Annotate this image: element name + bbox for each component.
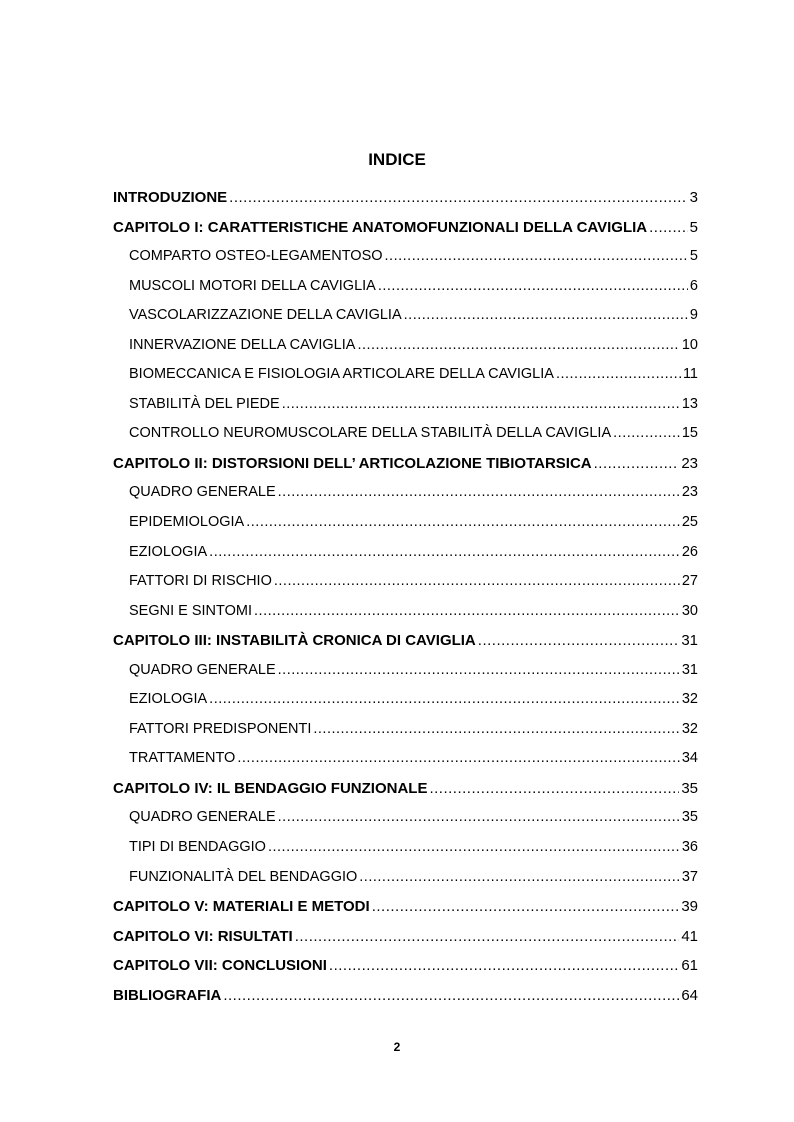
toc-entry-capitolo-7[interactable]: [113, 951, 698, 981]
toc-entry-epidemiologia[interactable]: [113, 508, 698, 538]
toc-entry-introduzione[interactable]: [113, 183, 698, 213]
toc-entry-page: 35: [681, 779, 698, 797]
toc-entry-page: 23: [681, 454, 698, 472]
toc-entry-label: BIOMECCANICA E FISIOLOGIA ARTICOLARE DELLA CAVIGLIA: [129, 366, 554, 383]
toc-entry-label: CONTROLLO NEUROMUSCOLARE DELLA STABILITÀ DELLA CAVIGLIA: [129, 425, 612, 442]
toc-entry-label: STABILITÀ DEL PIEDE: [129, 395, 280, 412]
toc-entry-label: EZIOLOGIA: [129, 543, 208, 560]
toc-entry-page: 64: [681, 986, 698, 1004]
dot-leader: [223, 981, 679, 1011]
toc-entry-label: EPIDEMIOLOGIA: [129, 514, 245, 531]
dot-leader: [359, 863, 680, 893]
toc-entry-page: 26: [681, 543, 698, 560]
toc-entry-page: 27: [681, 573, 698, 590]
toc-entry-controllo-neuromuscolare[interactable]: [113, 419, 698, 449]
toc-entry-fattori-di-rischio[interactable]: [113, 567, 698, 597]
toc-entry-capitolo-6[interactable]: [113, 922, 698, 952]
toc-entry-page: 37: [681, 868, 698, 885]
toc-entry-page: 31: [681, 632, 698, 650]
toc-entry-capitolo-1[interactable]: [113, 213, 698, 243]
dot-leader: [594, 449, 680, 479]
toc-entry-page: 36: [681, 839, 698, 856]
table-of-contents: [113, 183, 698, 1010]
toc-entry-page: 41: [681, 927, 698, 945]
toc-entry-page: 11: [682, 366, 698, 383]
toc-entry-label: CAPITOLO I: CARATTERISTICHE ANATOMOFUNZIONALI DELLA CAVIGLIA: [113, 218, 648, 236]
toc-entry-page: 32: [681, 720, 698, 737]
toc-entry-label: CAPITOLO II: DISTORSIONI DELL’ ARTICOLAZIONE TIBIOTARSICA: [113, 454, 592, 472]
toc-entry-page: 31: [681, 661, 698, 678]
toc-entry-vascolarizzazione[interactable]: [113, 301, 698, 331]
toc-entry-page: 35: [681, 809, 698, 826]
toc-entry-label: QUADRO GENERALE: [129, 809, 276, 826]
toc-entry-capitolo-5[interactable]: [113, 892, 698, 922]
toc-entry-label: CAPITOLO IV: IL BENDAGGIO FUNZIONALE: [113, 779, 428, 797]
toc-entry-label: CAPITOLO V: MATERIALI E METODI: [113, 898, 370, 916]
toc-entry-trattamento[interactable]: [113, 744, 698, 774]
toc-entry-label: QUADRO GENERALE: [129, 661, 276, 678]
toc-entry-page: 32: [681, 691, 698, 708]
dot-leader: [357, 331, 679, 361]
dot-leader: [613, 419, 680, 449]
toc-entry-capitolo-2[interactable]: [113, 449, 698, 479]
toc-entry-quadro-generale[interactable]: [113, 803, 698, 833]
toc-entry-label: COMPARTO OSTEO-LEGAMENTOSO: [129, 248, 383, 265]
dot-leader: [254, 597, 680, 627]
dot-leader: [209, 538, 680, 568]
toc-entry-fattori-predisponenti[interactable]: [113, 715, 698, 745]
toc-entry-innervazione[interactable]: [113, 331, 698, 361]
toc-entry-muscoli-motori[interactable]: [113, 272, 698, 302]
page-title: INDICE: [368, 150, 426, 169]
dot-leader: [209, 685, 680, 715]
toc-entry-bibliografia[interactable]: [113, 981, 698, 1011]
dot-leader: [278, 656, 680, 686]
dot-leader: [268, 833, 680, 863]
dot-leader: [278, 478, 680, 508]
toc-entry-capitolo-3[interactable]: [113, 626, 698, 656]
toc-entry-page: 25: [681, 514, 698, 531]
dot-leader: [649, 213, 688, 243]
toc-entry-label: QUADRO GENERALE: [129, 484, 276, 501]
page-number: 2: [393, 1040, 401, 1054]
toc-entry-page: 10: [681, 336, 698, 353]
toc-entry-page: 23: [681, 484, 698, 501]
toc-entry-eziologia[interactable]: [113, 685, 698, 715]
dot-leader: [313, 715, 680, 745]
toc-entry-label: TRATTAMENTO: [129, 750, 236, 767]
toc-entry-label: CAPITOLO VII: CONCLUSIONI: [113, 957, 327, 975]
dot-leader: [385, 242, 688, 272]
toc-entry-label: FUNZIONALITÀ DEL BENDAGGIO: [129, 868, 358, 885]
toc-entry-label: CAPITOLO III: INSTABILITÀ CRONICA DI CAVIGLIA: [113, 632, 476, 650]
toc-entry-comparto-osteo-legamentoso[interactable]: [113, 242, 698, 272]
toc-entry-capitolo-4[interactable]: [113, 774, 698, 804]
toc-entry-segni-e-sintomi[interactable]: [113, 597, 698, 627]
toc-entry-page: 5: [689, 218, 698, 236]
dot-leader: [329, 951, 679, 981]
dot-leader: [429, 774, 679, 804]
toc-entry-label: CAPITOLO VI: RISULTATI: [113, 927, 293, 945]
toc-entry-page: 9: [689, 307, 698, 324]
dot-leader: [237, 744, 680, 774]
dot-leader: [246, 508, 680, 538]
toc-entry-label: INNERVAZIONE DELLA CAVIGLIA: [129, 336, 356, 353]
toc-entry-page: 15: [681, 425, 698, 442]
dot-leader: [282, 390, 680, 420]
toc-entry-page: 13: [681, 395, 698, 412]
toc-entry-label: TIPI DI BENDAGGIO: [129, 839, 266, 856]
toc-entry-page: 30: [681, 602, 698, 619]
toc-entry-funzionalita-bendaggio[interactable]: [113, 863, 698, 893]
dot-leader: [478, 626, 680, 656]
dot-leader: [556, 360, 681, 390]
toc-entry-label: VASCOLARIZZAZIONE DELLA CAVIGLIA: [129, 307, 402, 324]
toc-entry-page: 3: [689, 189, 698, 206]
toc-entry-page: 6: [689, 277, 698, 294]
toc-entry-biomeccanica[interactable]: [113, 360, 698, 390]
toc-entry-label: FATTORI PREDISPONENTI: [129, 720, 312, 737]
toc-entry-eziologia[interactable]: [113, 538, 698, 568]
toc-entry-page: 61: [681, 957, 698, 975]
toc-entry-label: BIBLIOGRAFIA: [113, 986, 222, 1004]
toc-entry-label: EZIOLOGIA: [129, 691, 208, 708]
toc-entry-quadro-generale[interactable]: [113, 656, 698, 686]
toc-entry-label: FATTORI DI RISCHIO: [129, 573, 272, 590]
dot-leader: [278, 803, 680, 833]
toc-entry-label: INTRODUZIONE: [113, 189, 228, 206]
toc-entry-stabilita-piede[interactable]: [113, 390, 698, 420]
toc-entry-page: 34: [681, 750, 698, 767]
toc-entry-label: MUSCOLI MOTORI DELLA CAVIGLIA: [129, 277, 376, 294]
dot-leader: [378, 272, 688, 302]
dot-leader: [295, 922, 680, 952]
toc-entry-page: 5: [689, 248, 698, 265]
dot-leader: [229, 183, 687, 213]
toc-entry-label: SEGNI E SINTOMI: [129, 602, 253, 619]
dot-leader: [274, 567, 680, 597]
toc-entry-quadro-generale[interactable]: [113, 478, 698, 508]
dot-leader: [372, 892, 680, 922]
toc-entry-page: 39: [681, 898, 698, 916]
dot-leader: [404, 301, 688, 331]
toc-entry-tipi-di-bendaggio[interactable]: [113, 833, 698, 863]
